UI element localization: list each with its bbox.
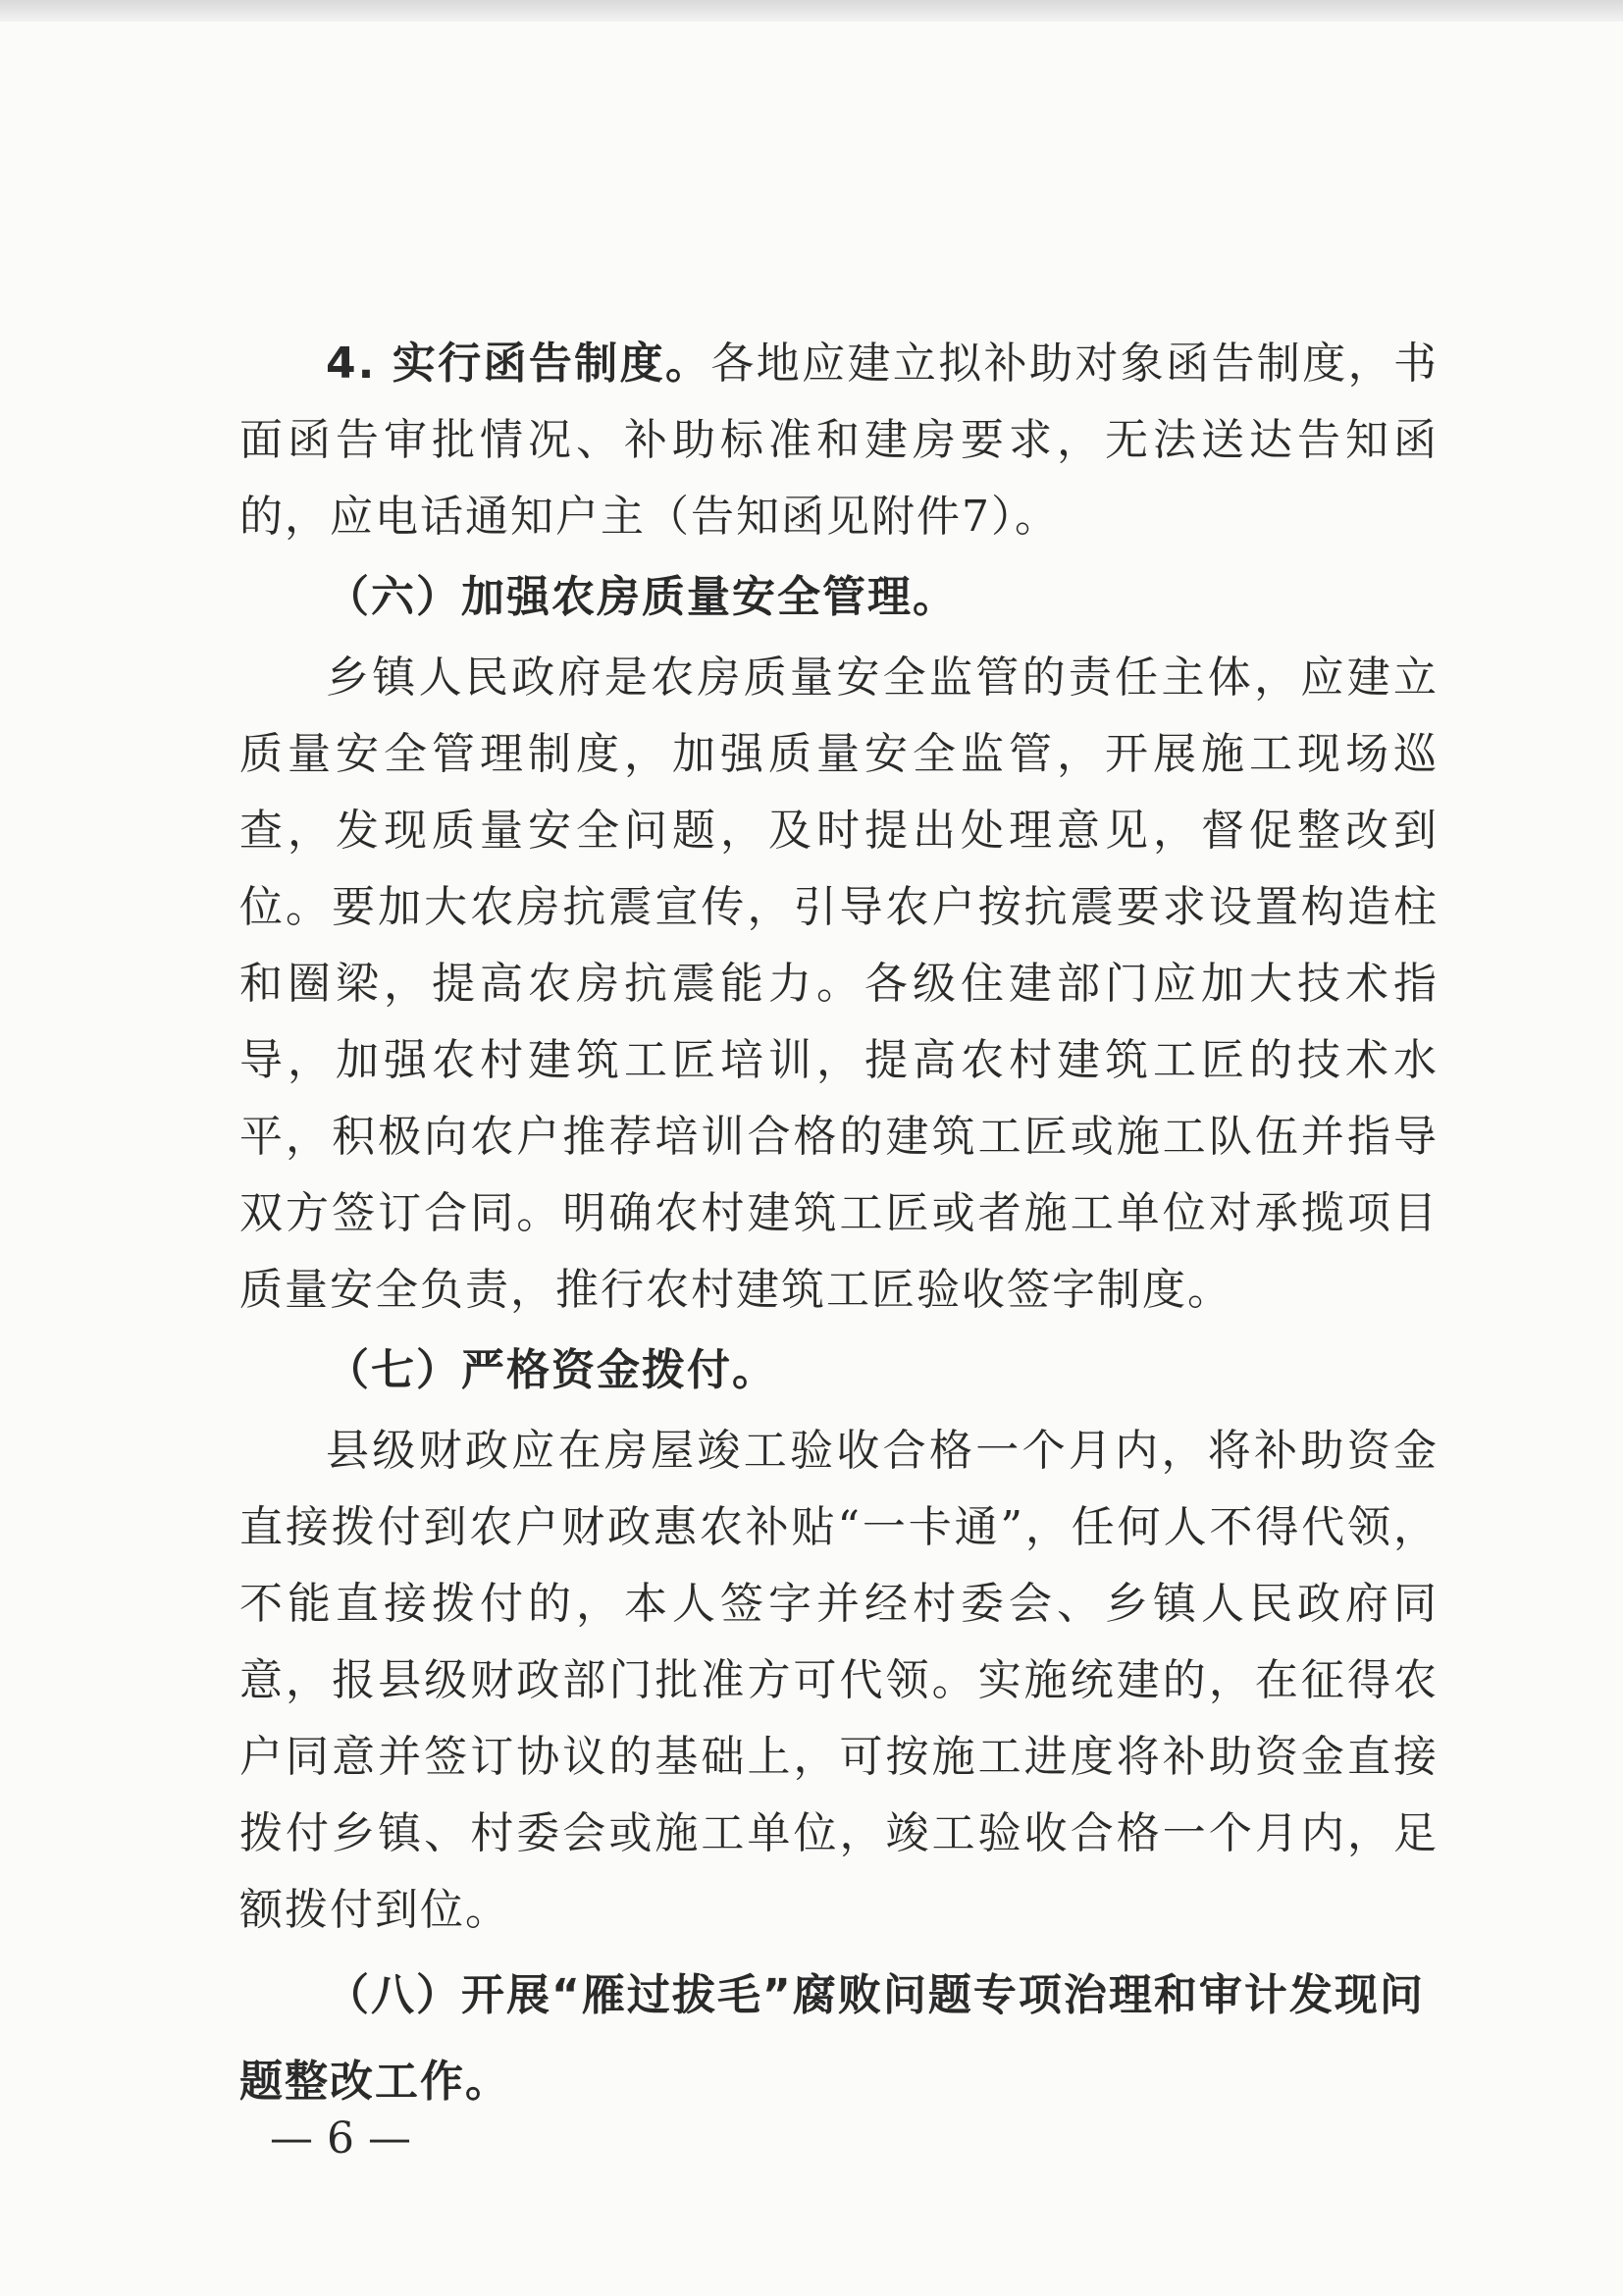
paragraph-4 [239, 326, 1439, 555]
scan-top-edge [0, 0, 1623, 22]
paragraph-4-number: 4. [326, 339, 377, 389]
section-6-text: 乡镇人民政府是农房质量安全监管的责任主体，应建立质量安全管理制度，加强质量安全监管，开展施工现场巡查，发现质量安全问题，及时提出处理意见，督促整改到位。要加大农房抗震宣传，引导农户按抗震要求设置构造柱和圈梁，提高农房抗震能力。各级住建部门应加大技术指导，加强农村建筑工匠培训，提高农村建筑工匠的技术水平，积极向农户推荐培训合格的建筑工匠或施工队伍并指导双方签订合同。明确农村建筑工匠或者施工单位对承揽项目质量安全负责，推行农村建筑工匠验收签字制度。 [239, 652, 1439, 1315]
document-body [239, 326, 1439, 2125]
section-8-heading: （八）开展“雁过拔毛”腐败问题专项治理和审计发现问题整改工作。 [239, 1970, 1425, 2107]
page-number: — 6 — [270, 2113, 411, 2164]
section-7-heading: （七）严格资金拨付。 [326, 1345, 777, 1395]
section-7-text: 县级财政应在房屋竣工验收合格一个月内，将补助资金直接拨付到农户财政惠农补贴“一卡通”，任何人不得代领，不能直接拨付的，本人签字并经村委会、乡镇人民政府同意，报县级财政部门批准方可代领。实施统建的，在征得农户同意并签订协议的基础上，可按施工进度将补助资金直接拨付乡镇、村委会或施工单位，竣工验收合格一个月内，足额拨付到位。 [239, 1426, 1439, 1935]
paragraph-4-title: 实行函告制度。 [392, 339, 711, 389]
paragraph-4-text: 各地应建立拟补助对象函告制度，书面函告审批情况、补助标准和建房要求，无法送达告知函的，应电话通知户主（告知函见附件7）。 [239, 339, 1440, 542]
section-6-heading: （六）加强农房质量安全管理。 [326, 572, 958, 622]
